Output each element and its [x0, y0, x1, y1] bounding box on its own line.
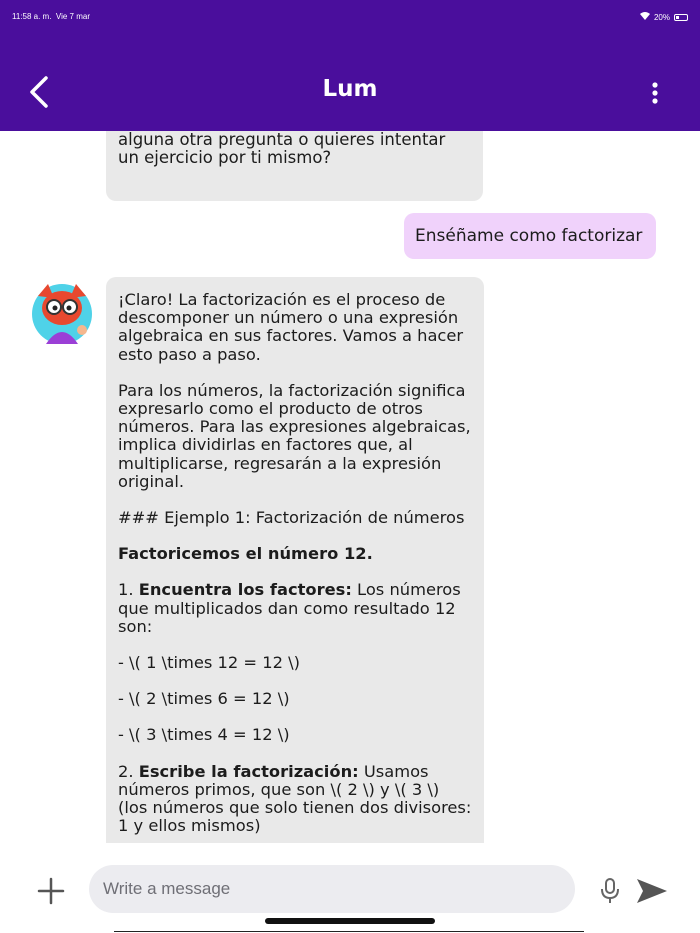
plus-icon [36, 876, 66, 906]
message-input[interactable] [89, 865, 575, 913]
add-attachment-button[interactable] [36, 876, 66, 906]
previous-bot-message: alguna otra pregunta o quieres intentar un ejercicio por ti mismo? [106, 131, 483, 201]
message-composer [0, 843, 700, 933]
user-message: Enséñame como factorizar [404, 213, 656, 259]
chat-thread[interactable] [0, 131, 700, 843]
battery-icon [674, 14, 688, 21]
bot-list-item: - \( 2 \times 6 = 12 \) [118, 689, 290, 709]
bot-heading: ### Ejemplo 1: Factorización de números [118, 508, 465, 528]
send-icon [635, 877, 669, 905]
more-vertical-icon [644, 78, 666, 110]
bot-avatar [28, 278, 96, 346]
divider [114, 931, 584, 932]
send-button[interactable] [635, 877, 669, 905]
bot-paragraph: Para los números, la factorización significa expresarlo como el producto de otros números. Para las expresiones algebraicas, implica dividirlas en factores que, al multiplicarse, regresarán a la expresión original. [118, 380, 471, 491]
more-options-button[interactable] [644, 78, 666, 110]
bot-list-item: - \( 1 \times 12 = 12 \) [118, 653, 300, 673]
app-header [0, 0, 700, 131]
bot-step: 2. Escribe la factorización: Usamos números primos, que son \( 2 \) y \( 3 \) (los números que solo tienen dos divisores: 1 y ellos mismos) [118, 761, 472, 836]
chat-title: Lum [322, 76, 378, 102]
status-indicators [640, 12, 688, 22]
wifi-icon [640, 12, 650, 22]
status-time: 11:58 a. m. Vie 7 mar [12, 12, 90, 21]
bot-message [106, 277, 484, 843]
bot-paragraph: Factoricemos el número 12. [118, 544, 373, 564]
home-indicator [265, 918, 435, 924]
bot-step: 1. Encuentra los factores: Los números que multiplicados dan como resultado 12 son: [118, 580, 461, 636]
voice-input-button[interactable] [598, 877, 622, 905]
bot-list-item: - \( 3 \times 4 = 12 \) [118, 725, 290, 745]
bot-paragraph: ¡Claro! La factorización es el proceso de descomponer un número o una expresión algebraica en sus factores. Vamos a hacer esto paso a paso. [118, 290, 464, 364]
battery-percent: 20% [653, 12, 670, 22]
mic-icon [598, 877, 622, 905]
